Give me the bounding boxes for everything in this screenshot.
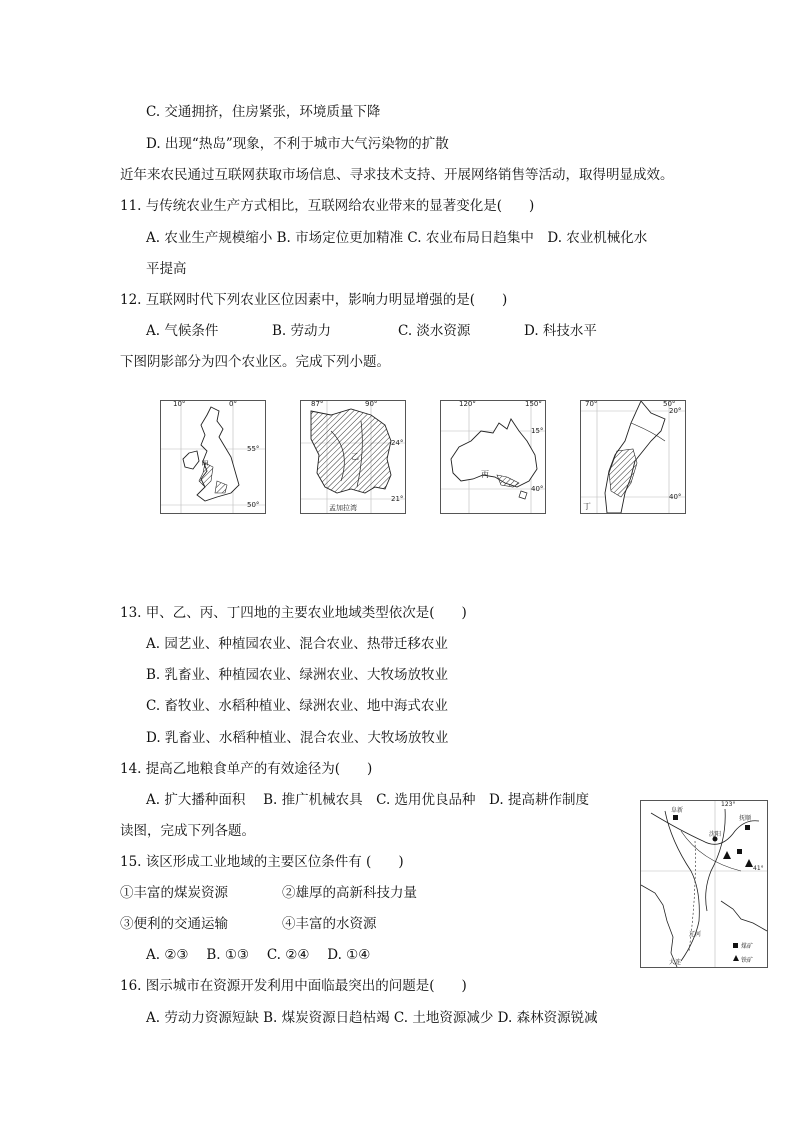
iron-mine-marker: [723, 851, 731, 859]
liaoning-city-fushun: 抚顺: [739, 815, 752, 822]
argentina-lat-b: 40°: [669, 493, 682, 501]
q15-option-3: ③便利的交通运输: [120, 916, 228, 932]
liaoning-lon: 123°: [721, 801, 736, 808]
q12-option-d: D. 科技水平: [524, 323, 597, 339]
liaoning-lat: 41°: [753, 865, 764, 872]
bengal-lat-b: 21°: [391, 495, 404, 503]
australia-lat-b: 40°: [531, 485, 544, 493]
q13-option-c: C. 畜牧业、水稻种植业、绿洲农业、地中海式农业: [146, 698, 448, 714]
bengal-region-label: 乙: [351, 452, 359, 461]
q16-stem: 16. 图示城市在资源开发利用中面临最突出的问题是( ): [120, 978, 467, 994]
argentina-lon-a: 70°: [585, 400, 598, 408]
map-liaoning: [640, 800, 768, 968]
q13-intro: 下图阴影部分为四个农业区。完成下列小题。: [120, 354, 390, 370]
uk-lon-a: 10°: [173, 400, 186, 408]
iron-mine-marker: [745, 859, 753, 867]
q14-stem: 14. 提高乙地粮食单产的有效途径为( ): [120, 761, 373, 777]
map-argentina: [580, 400, 686, 514]
q11-intro: 近年来农民通过互联网获取市场信息、寻求技术支持、开展网络销售等活动，取得明显成效。: [120, 167, 674, 183]
legend-coal-icon: [733, 943, 738, 948]
q11-options: A. 农业生产规模缩小 B. 市场定位更加精准 C. 农业布局日趋集中 D. 农业机械化水: [146, 230, 648, 246]
coal-mine-marker: [737, 849, 742, 854]
bengal-sea-label: 孟加拉湾: [329, 504, 357, 512]
coal-mine-marker: [673, 815, 678, 820]
q15-option-4: ④丰富的水资源: [282, 916, 377, 932]
q13-option-a: A. 园艺业、种植园农业、混合农业、热带迁移农业: [146, 636, 448, 652]
q12-stem: 12. 互联网时代下列农业区位因素中，影响力明显增强的是( ): [120, 292, 508, 308]
q12-option-c: C. 淡水资源: [398, 323, 471, 339]
q12-option-b: B. 劳动力: [272, 323, 332, 339]
bengal-lat-a: 24°: [391, 439, 404, 447]
map-uk: [160, 400, 266, 514]
q10-option-d: D. 出现“热岛”现象，不利于城市大气污染物的扩散: [146, 136, 449, 152]
q13-stem: 13. 甲、乙、丙、丁四地的主要农业地域类型依次是( ): [120, 605, 467, 621]
legend-coal-label: 煤矿: [741, 943, 754, 950]
q15-stem: 15. 该区形成工业地域的主要区位条件有 ( ): [120, 854, 404, 870]
bengal-lon-a: 87°: [311, 400, 324, 408]
q15-options: A. ②③ B. ①③ C. ②④ D. ①④: [146, 947, 371, 963]
q15-option-2: ②雄厚的高新科技力量: [282, 885, 417, 901]
legend-iron-label: 铁矿: [741, 957, 754, 964]
australia-lon-b: 150°: [525, 400, 542, 408]
legend-iron-icon: [733, 955, 739, 961]
q11-options-cont: 平提高: [146, 261, 187, 277]
map-australia: [440, 400, 546, 514]
uk-lon-b: 0°: [229, 400, 237, 408]
uk-lat-b: 50°: [247, 501, 260, 509]
q10-option-c: C. 交通拥挤，住房紧张，环境质量下降: [146, 104, 381, 120]
uk-lat-a: 55°: [247, 445, 260, 453]
argentina-region-label: 丁: [583, 502, 591, 511]
coal-mine-marker: [745, 825, 750, 830]
q12-option-a: A. 气候条件: [146, 323, 219, 339]
australia-region-label: 丙: [481, 470, 489, 479]
liaoning-city-fuxin: 阜新: [671, 807, 684, 814]
q14-options: A. 扩大播种面积 B. 推广机械农具 C. 选用优良品种 D. 提高耕作制度: [146, 792, 589, 808]
argentina-lon-b: 50°: [663, 400, 676, 408]
liaoning-city-dalian: 大连: [669, 959, 682, 966]
map-bengal: [300, 400, 406, 514]
liaoning-river: 辽河: [689, 931, 702, 938]
argentina-lat-a: 20°: [669, 407, 682, 415]
q11-stem: 11. 与传统农业生产方式相比，互联网给农业带来的显著变化是( ): [120, 198, 535, 214]
q15-intro: 读图，完成下列各题。: [120, 823, 255, 839]
uk-outline: [161, 401, 265, 513]
liaoning-city-shenyang: 沈阳: [709, 831, 722, 838]
uk-region-label: 甲: [201, 460, 209, 469]
q16-options: A. 劳动力资源短缺 B. 煤炭资源日趋枯竭 C. 土地资源减少 D. 森林资源锐减: [146, 1010, 598, 1026]
q13-option-b: B. 乳畜业、种植园农业、绿洲农业、大牧场放牧业: [146, 667, 449, 683]
australia-lon-a: 120°: [459, 400, 476, 408]
q13-option-d: D. 乳畜业、水稻种植业、混合农业、大牧场放牧业: [146, 730, 449, 746]
australia-outline: [441, 401, 545, 513]
bengal-lon-b: 90°: [365, 400, 378, 408]
australia-lat-a: 15°: [531, 427, 544, 435]
q15-option-1: ①丰富的煤炭资源: [120, 885, 228, 901]
